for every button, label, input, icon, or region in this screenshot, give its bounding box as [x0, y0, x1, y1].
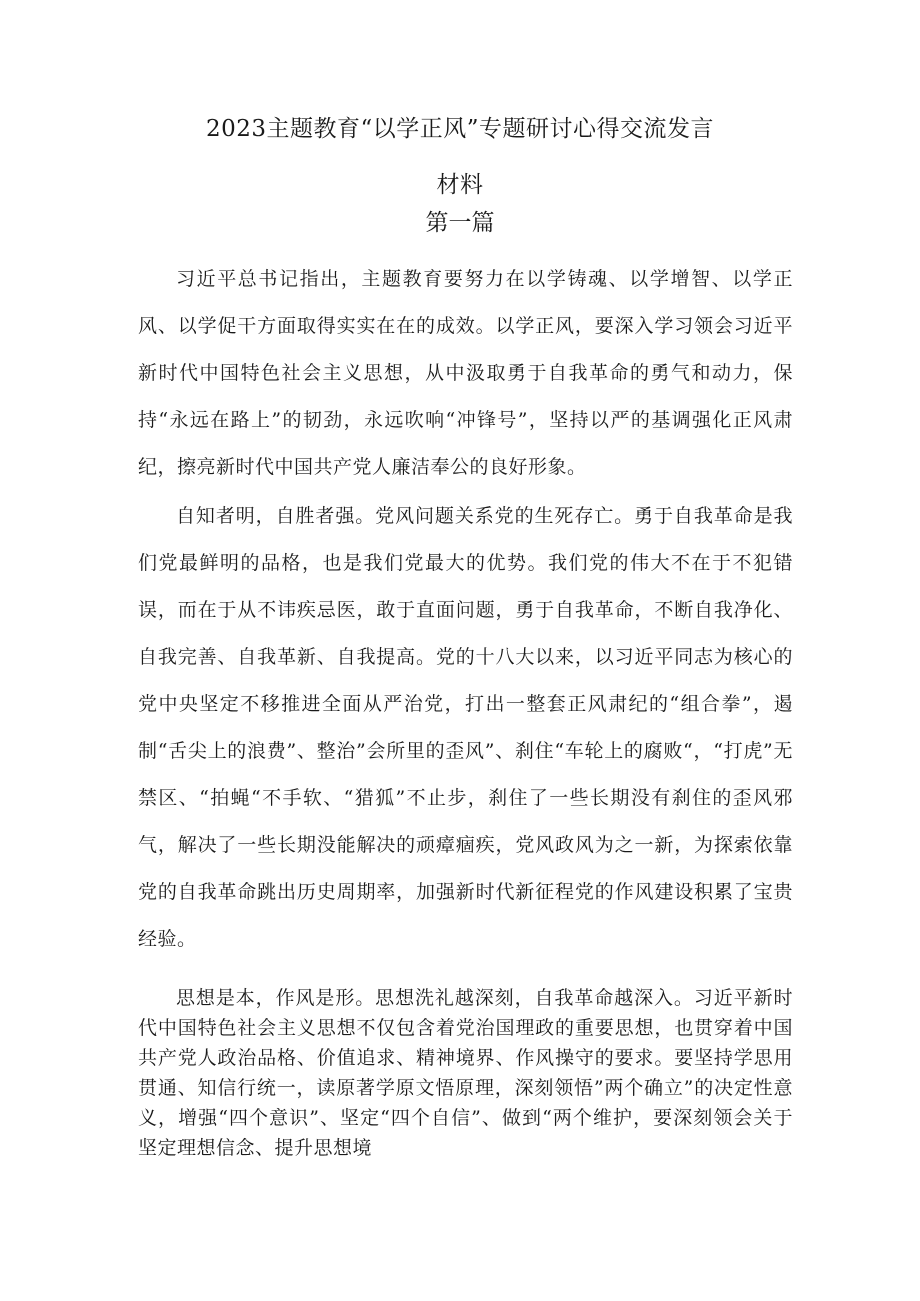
- document-title-line-2: 材料: [436, 172, 484, 198]
- paragraph-2: 自知者明，自胜者强。党风问题关系党的生死存亡。勇于自我革命是我们党最鲜明的品格，也是我们党最大的优势。我们党的伟大不在于不犯错误，而在于从不讳疾忌医，敢于直面问题，勇于自我革命，不断自我净化、自我完善、自我革新、自我提高。党的十八大以来，以习近平同志为核心的党中央坚定不移推进全面从严治党，打出一整套正风肃纪的“组合拳”，遏制“舌尖上的浪费”、整治”会所里的歪风”、刹住“车轮上的腐败“，“打虎”无禁区、“拍蝇“不手软、“猎狐”不止步，刹住了一些长期没有刹住的歪风邪气，解决了一些长期没能解决的顽瘴痼疾，党风政风为之一新，为探索依靠党的自我革命跳出历史周期率，加强新时代新征程党的作风建设积累了宝贵经验。: [138, 505, 793, 950]
- section-heading: 第一篇: [425, 210, 495, 236]
- paragraph-3: 思想是本，作风是形。思想洗礼越深刻，自我革命越深入。习近平新时代中国特色社会主义思想不仅包含着党治国理政的重要思想，也贯穿着中国共产党人政治品格、价值追求、精神境界、作风操守的要求。要坚持学思用贯通、知信行统一，读原著学原文悟原理，深刻领悟”两个确立”的决定性意义，增强“四个意识”、坚定“四个自信”、做到“两个维护，要深刻领会关于坚定理想信念、提升思想境: [138, 987, 793, 1159]
- document-title-line-1: 2023主题教育“以学正风”专题研讨心得交流发言: [205, 116, 715, 142]
- paragraph-1: 习近平总书记指出，主题教育要努力在以学铸魂、以学增智、以学正风、以学促干方面取得实实在在的成效。以学正风，要深入学习领会习近平新时代中国特色社会主义思想，从中汲取勇于自我革命的勇气和动力，保持“永远在路上”的韧劲，永远吹响“冲锋号”，坚持以严的基调强化正风肃纪，擦亮新时代中国共产党人廉洁奉公的良好形象。: [138, 268, 793, 478]
